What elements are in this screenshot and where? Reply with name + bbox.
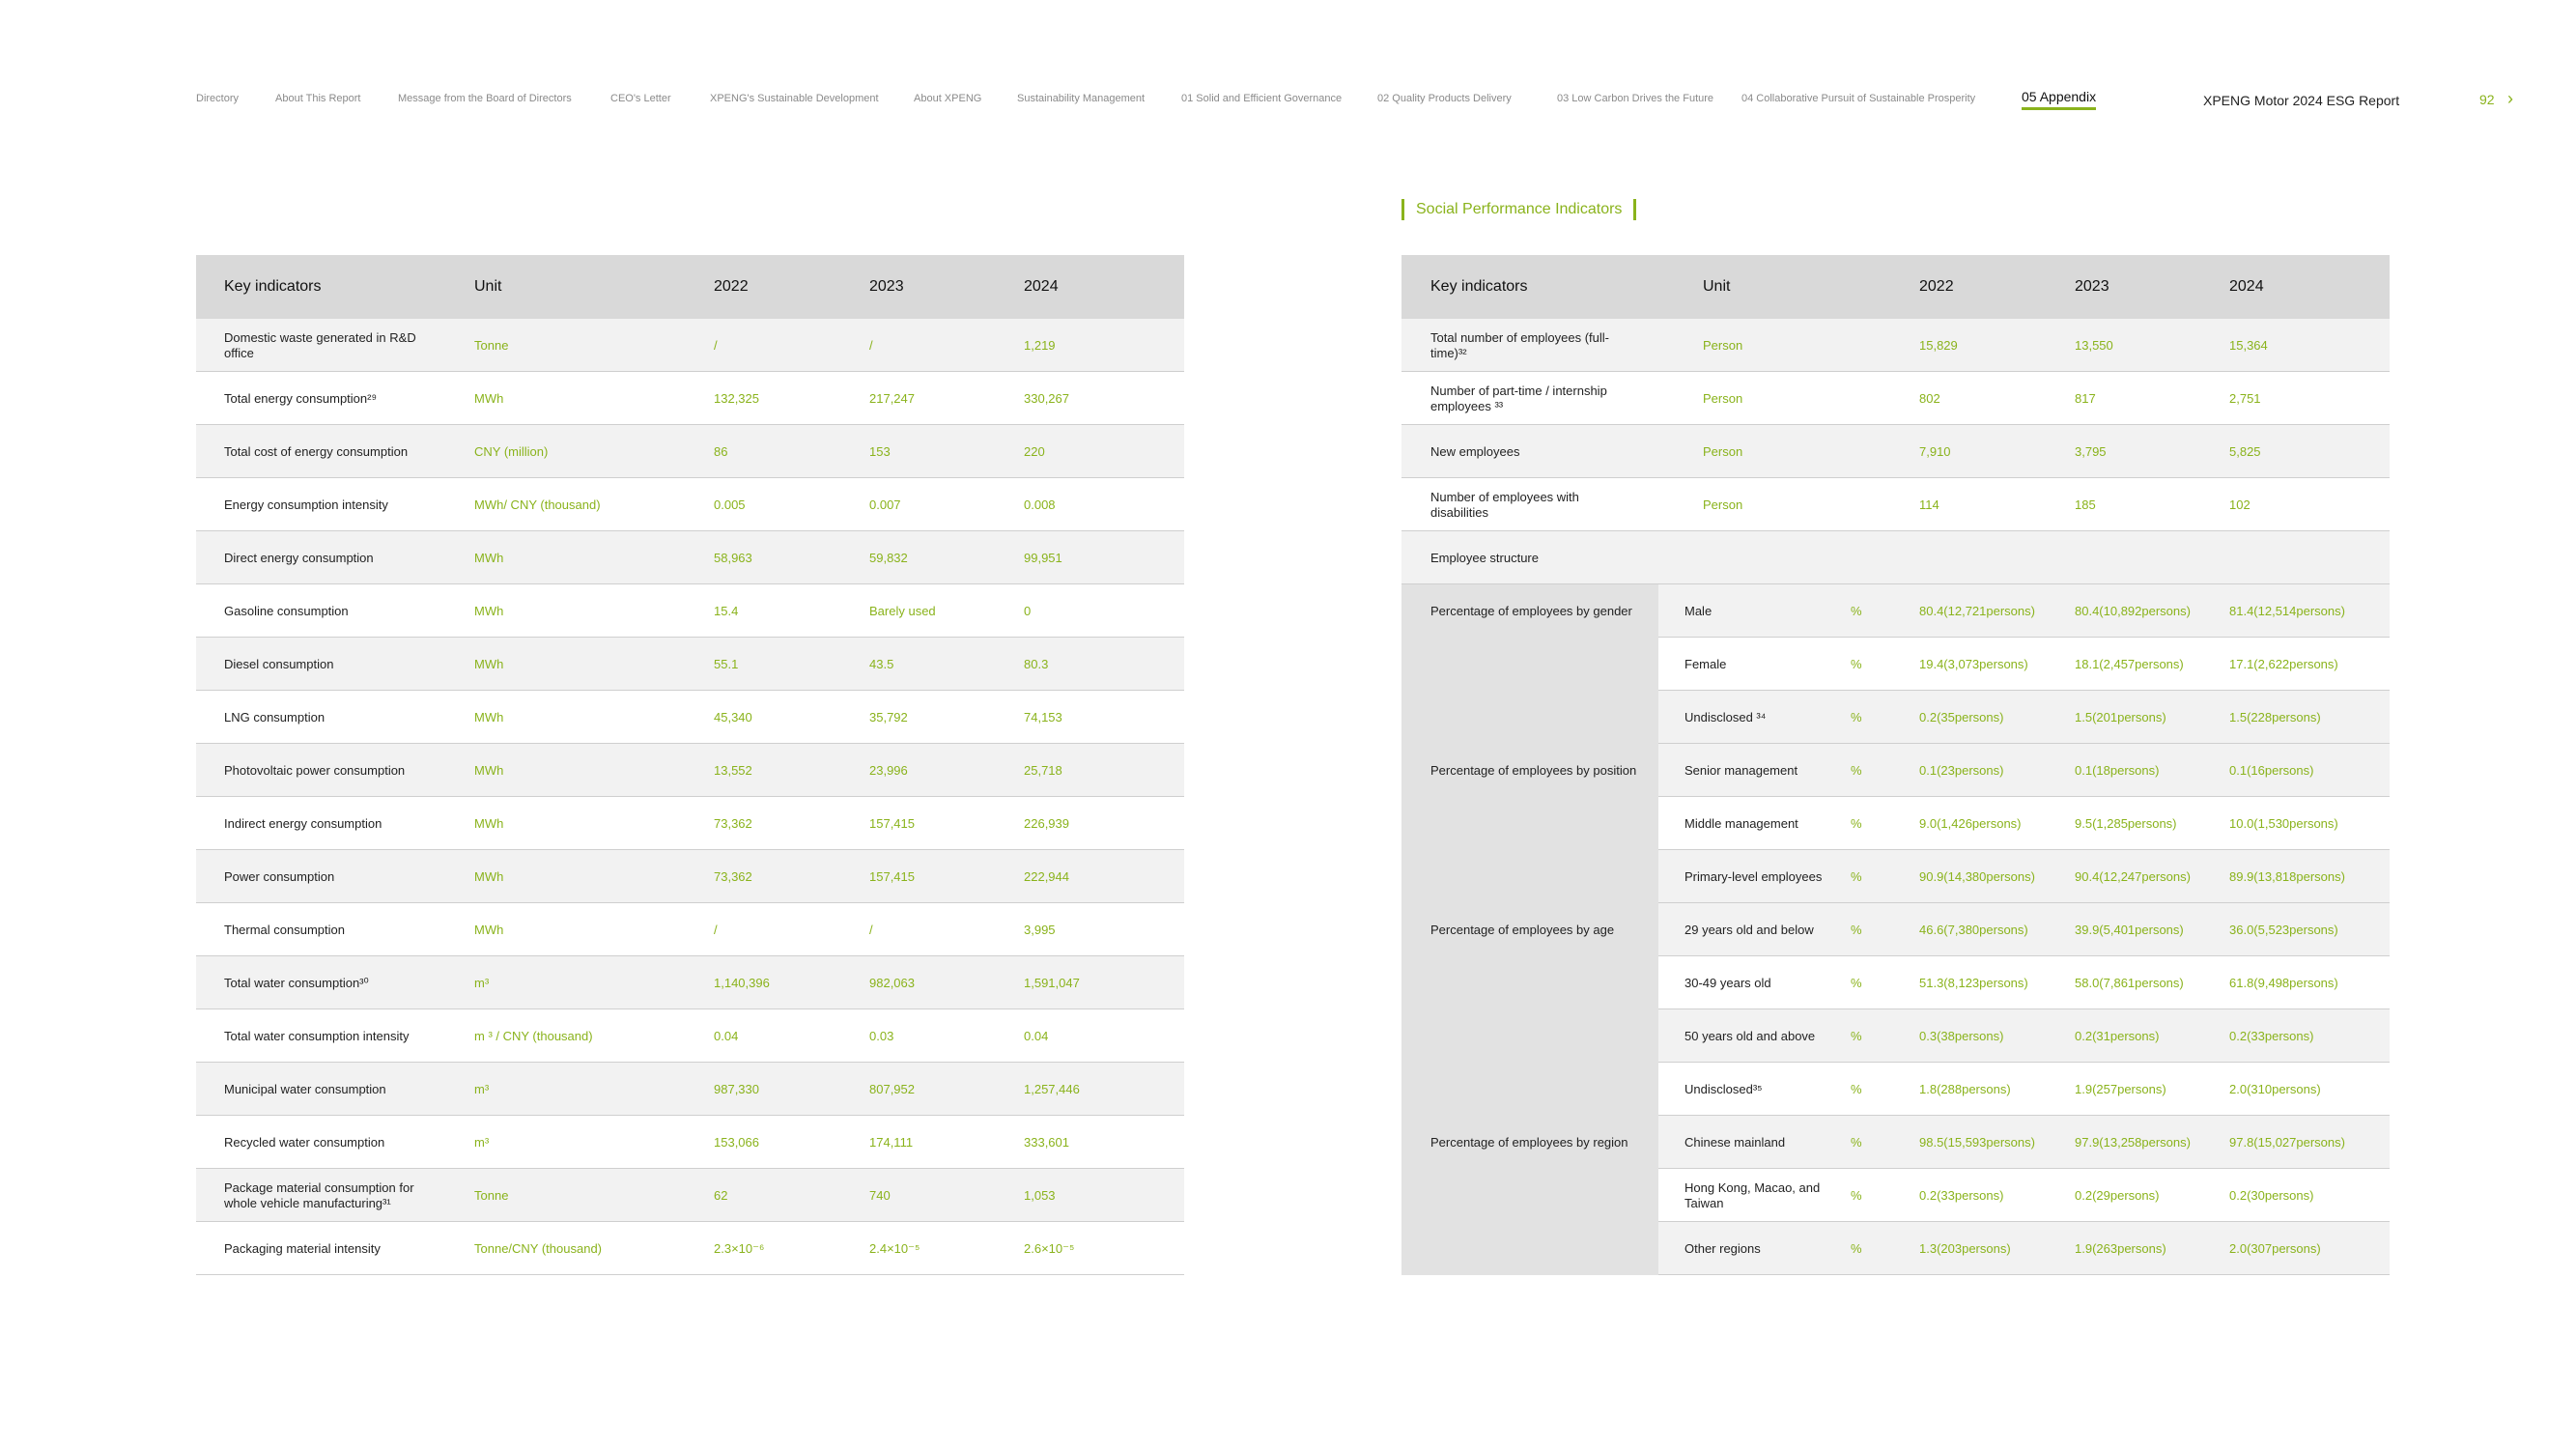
value-2022: 13,552 — [714, 762, 752, 778]
sub-indicator: 30-49 years old — [1684, 975, 1771, 990]
value-2024: 222,944 — [1024, 868, 1069, 884]
sub-indicator: Chinese mainland — [1684, 1134, 1786, 1150]
value-2022: 1.3(203persons) — [1919, 1240, 2011, 1256]
value-2022: 9.0(1,426persons) — [1919, 815, 2022, 831]
table-row — [196, 638, 1184, 691]
value-2023: 80.4(10,892persons) — [2075, 603, 2191, 618]
table-row — [196, 691, 1184, 744]
value-2023: 58.0(7,861persons) — [2075, 975, 2184, 990]
unit-value: % — [1851, 603, 1862, 618]
value-2023: Barely used — [869, 603, 936, 618]
section-title: Social Performance Indicators — [1401, 199, 1636, 220]
social-indicators-table — [1401, 255, 2390, 1275]
indicator-name: Indirect energy consumption — [224, 815, 382, 831]
nav-link-1[interactable]: About This Report — [275, 93, 361, 104]
group-label-cell — [1401, 744, 1658, 903]
value-2022: 153,066 — [714, 1134, 759, 1150]
unit-value: MWh — [474, 709, 504, 724]
sub-indicator: Middle management — [1684, 815, 1798, 831]
value-2024: 10.0(1,530persons) — [2229, 815, 2338, 831]
value-2022: 132,325 — [714, 390, 759, 406]
sub-indicator: Hong Kong, Macao, and Taiwan — [1684, 1179, 1821, 1210]
group-label-cell — [1401, 1116, 1658, 1275]
table-row — [196, 1169, 1184, 1222]
table-row — [196, 744, 1184, 797]
table-header — [196, 255, 1184, 319]
table-row — [1658, 584, 2390, 638]
sub-indicator: 29 years old and below — [1684, 922, 1814, 937]
table-row — [1658, 850, 2390, 903]
column-header: Unit — [474, 278, 502, 295]
value-2022: 1.8(288persons) — [1919, 1081, 2011, 1096]
group-label-cell — [1401, 903, 1658, 1116]
nav-link-7[interactable]: 01 Solid and Efficient Governance — [1181, 93, 1343, 104]
unit-value: % — [1851, 1187, 1862, 1203]
page-number: 92 — [2479, 92, 2495, 107]
value-2022: 45,340 — [714, 709, 752, 724]
value-2023: 1.9(257persons) — [2075, 1081, 2166, 1096]
sub-indicator: Other regions — [1684, 1240, 1761, 1256]
value-2024: 226,939 — [1024, 815, 1069, 831]
value-2023: 23,996 — [869, 762, 908, 778]
unit-value: % — [1851, 656, 1862, 671]
sub-indicator: 50 years old and above — [1684, 1028, 1816, 1043]
indicator-name: Gasoline consumption — [224, 603, 349, 618]
sub-indicator: Female — [1684, 656, 1727, 671]
table-row — [196, 956, 1184, 1009]
table-row — [1658, 797, 2390, 850]
table-row — [1658, 1169, 2390, 1222]
column-header: 2024 — [1024, 278, 1059, 295]
value-2023: 13,550 — [2075, 337, 2113, 353]
value-2023: 2.4×10⁻⁵ — [869, 1240, 920, 1256]
sub-indicator: Senior management — [1684, 762, 1798, 778]
group-label: Percentage of employees by region — [1430, 1134, 1628, 1150]
employee-structure-label: Employee structure — [1430, 550, 1539, 565]
indicator-name: Total energy consumption²⁹ — [224, 390, 378, 406]
value-2023: 1.9(263persons) — [2075, 1240, 2166, 1256]
unit-value: MWh — [474, 550, 504, 565]
value-2022: 0.3(38persons) — [1919, 1028, 2004, 1043]
column-header: Key indicators — [1430, 278, 1528, 295]
indicator-name: Domestic waste generated in R&D office — [224, 329, 416, 360]
unit-value: MWh — [474, 868, 504, 884]
group-label-cell — [1401, 584, 1658, 744]
unit-value: m³ — [474, 1134, 490, 1150]
unit-value: % — [1851, 762, 1862, 778]
value-2022: 1,140,396 — [714, 975, 770, 990]
nav-link-8[interactable]: 02 Quality Products Delivery — [1377, 93, 1512, 104]
value-2023: 217,247 — [869, 390, 915, 406]
unit-value: % — [1851, 1081, 1862, 1096]
table-header — [1401, 255, 2390, 319]
table-row — [1401, 319, 2390, 372]
value-2024: 1,053 — [1024, 1187, 1056, 1203]
unit-value: Person — [1703, 443, 1743, 459]
value-2023: 9.5(1,285persons) — [2075, 815, 2177, 831]
table-row — [1401, 425, 2390, 478]
value-2024: 89.9(13,818persons) — [2229, 868, 2345, 884]
unit-value: MWh — [474, 603, 504, 618]
value-2024: 0.04 — [1024, 1028, 1049, 1043]
indicator-name: Thermal consumption — [224, 922, 345, 937]
value-2024: 2,751 — [2229, 390, 2261, 406]
column-header: 2022 — [714, 278, 749, 295]
value-2024: 5,825 — [2229, 443, 2261, 459]
column-header: Unit — [1703, 278, 1731, 295]
table-row — [1658, 956, 2390, 1009]
unit-value: m³ — [474, 975, 490, 990]
value-2023: 0.1(18persons) — [2075, 762, 2160, 778]
value-2024: 2.0(307persons) — [2229, 1240, 2321, 1256]
value-2022: 2.3×10⁻⁶ — [714, 1240, 765, 1256]
value-2022: 51.3(8,123persons) — [1919, 975, 2028, 990]
value-2023: 740 — [869, 1187, 891, 1203]
column-header: 2022 — [1919, 278, 1954, 295]
table-row — [1401, 478, 2390, 531]
value-2024: 0.1(16persons) — [2229, 762, 2314, 778]
unit-value: Tonne/CNY (thousand) — [474, 1240, 603, 1256]
column-header: 2023 — [869, 278, 904, 295]
value-2022: 73,362 — [714, 815, 752, 831]
value-2022: 0.04 — [714, 1028, 739, 1043]
top-navigation — [196, 89, 2514, 112]
unit-value: Person — [1703, 337, 1743, 353]
value-2022: 7,910 — [1919, 443, 1951, 459]
nav-link-0[interactable]: Directory — [196, 93, 240, 104]
column-header: 2024 — [2229, 278, 2264, 295]
nav-link-2[interactable]: Message from the Board of Directors — [398, 93, 572, 104]
table-row — [196, 797, 1184, 850]
indicator-name: Packaging material intensity — [224, 1240, 381, 1256]
value-2024: 1,591,047 — [1024, 975, 1080, 990]
value-2024: 330,267 — [1024, 390, 1069, 406]
value-2024: 17.1(2,622persons) — [2229, 656, 2338, 671]
indicator-name: Number of employees with disabilities — [1430, 489, 1579, 520]
value-2023: 97.9(13,258persons) — [2075, 1134, 2191, 1150]
value-2022: 80.4(12,721persons) — [1919, 603, 2035, 618]
unit-value: MWh — [474, 815, 504, 831]
sub-indicator: Undisclosed ³⁴ — [1684, 709, 1767, 724]
table-row — [1658, 744, 2390, 797]
unit-value: MWh — [474, 922, 504, 937]
value-2022: 58,963 — [714, 550, 752, 565]
indicator-name: Energy consumption intensity — [224, 497, 388, 512]
table-row — [196, 1063, 1184, 1116]
group-label: Percentage of employees by age — [1430, 922, 1615, 937]
value-2024: 2.6×10⁻⁵ — [1024, 1240, 1075, 1256]
group-label: Percentage of employees by gender — [1430, 603, 1632, 618]
nav-link-9[interactable]: 03 Low Carbon Drives the Future — [1557, 93, 1714, 104]
unit-value: CNY (million) — [474, 443, 549, 459]
table-row — [196, 425, 1184, 478]
value-2022: 46.6(7,380persons) — [1919, 922, 2028, 937]
unit-value: Person — [1703, 497, 1743, 512]
indicator-name: Total water consumption³⁰ — [224, 975, 369, 990]
table-row — [196, 319, 1184, 372]
value-2022: 86 — [714, 443, 728, 459]
value-2024: 99,951 — [1024, 550, 1062, 565]
value-2022: 15.4 — [714, 603, 739, 618]
value-2023: 43.5 — [869, 656, 894, 671]
value-2023: 35,792 — [869, 709, 908, 724]
unit-value: Person — [1703, 390, 1743, 406]
value-2023: 174,111 — [869, 1134, 914, 1150]
indicator-name: Total water consumption intensity — [224, 1028, 410, 1043]
table-row — [196, 850, 1184, 903]
indicator-name: LNG consumption — [224, 709, 326, 724]
indicator-name: Total number of employees (full-time)³² — [1430, 329, 1609, 360]
value-2024: 333,601 — [1024, 1134, 1069, 1150]
value-2022: 62 — [714, 1187, 728, 1203]
nav-link-5[interactable]: About XPENG — [914, 93, 982, 104]
value-2022: 19.4(3,073persons) — [1919, 656, 2028, 671]
value-2024: 1.5(228persons) — [2229, 709, 2321, 724]
value-2024: 80.3 — [1024, 656, 1049, 671]
value-2022: 114 — [1919, 497, 1939, 512]
unit-value: MWh — [474, 656, 504, 671]
value-2024: 36.0(5,523persons) — [2229, 922, 2338, 937]
table-row — [196, 372, 1184, 425]
indicator-name: Diesel consumption — [224, 656, 334, 671]
value-2023: 0.03 — [869, 1028, 894, 1043]
value-2024: 15,364 — [2229, 337, 2268, 353]
value-2023: 59,832 — [869, 550, 908, 565]
indicator-name: New employees — [1430, 443, 1520, 459]
table-row — [196, 531, 1184, 584]
unit-value: % — [1851, 868, 1862, 884]
indicator-name: Direct energy consumption — [224, 550, 374, 565]
indicator-name: Package material consumption for whole vehicle manufacturing³¹ — [224, 1179, 414, 1210]
value-2023: 157,415 — [869, 868, 915, 884]
value-2024: 0.008 — [1024, 497, 1056, 512]
value-2024: 0 — [1024, 603, 1032, 618]
table-row — [196, 584, 1184, 638]
value-2023: 90.4(12,247persons) — [2075, 868, 2191, 884]
value-2022: 0.2(33persons) — [1919, 1187, 2004, 1203]
table-row — [1658, 1222, 2390, 1275]
table-row — [1658, 1063, 2390, 1116]
value-2024: 3,995 — [1024, 922, 1056, 937]
table-row — [196, 1116, 1184, 1169]
unit-value: Tonne — [474, 337, 509, 353]
value-2022: 0.1(23persons) — [1919, 762, 2004, 778]
unit-value: m ³ / CNY (thousand) — [474, 1028, 593, 1043]
table-row — [1658, 1009, 2390, 1063]
unit-value: % — [1851, 815, 1862, 831]
value-2023: 982,063 — [869, 975, 915, 990]
indicator-name: Total cost of energy consumption — [224, 443, 409, 459]
value-2024: 97.8(15,027persons) — [2229, 1134, 2345, 1150]
value-2022: 987,330 — [714, 1081, 759, 1096]
value-2023: 3,795 — [2075, 443, 2107, 459]
column-header: Key indicators — [224, 278, 322, 295]
value-2022: / — [714, 922, 718, 937]
sub-indicator: Male — [1684, 603, 1713, 618]
value-2023: 0.2(29persons) — [2075, 1187, 2160, 1203]
value-2024: 2.0(310persons) — [2229, 1081, 2321, 1096]
value-2023: 157,415 — [869, 815, 915, 831]
unit-value: Tonne — [474, 1187, 509, 1203]
unit-value: MWh — [474, 762, 504, 778]
value-2024: 1,219 — [1024, 337, 1056, 353]
nav-link-11[interactable]: 05 Appendix — [2022, 89, 2096, 110]
environmental-indicators-table — [196, 255, 1184, 1275]
indicator-name: Recycled water consumption — [224, 1134, 385, 1150]
value-2023: 807,952 — [869, 1081, 915, 1096]
value-2024: 0.2(33persons) — [2229, 1028, 2314, 1043]
value-2024: 61.8(9,498persons) — [2229, 975, 2338, 990]
nav-link-6[interactable]: Sustainability Management — [1017, 93, 1146, 104]
nav-link-10[interactable]: 04 Collaborative Pursuit of Sustainable Prosperity — [1741, 93, 1976, 104]
value-2024: 102 — [2229, 497, 2250, 512]
value-2022: 98.5(15,593persons) — [1919, 1134, 2035, 1150]
value-2024: 220 — [1024, 443, 1045, 459]
value-2024: 25,718 — [1024, 762, 1062, 778]
value-2023: / — [869, 922, 873, 937]
value-2022: 55.1 — [714, 656, 739, 671]
sub-indicator: Primary-level employees — [1684, 868, 1823, 884]
unit-value: % — [1851, 1240, 1862, 1256]
indicator-name: Photovoltaic power consumption — [224, 762, 406, 778]
sub-indicator: Undisclosed³⁵ — [1684, 1081, 1763, 1096]
table-row — [196, 1009, 1184, 1063]
value-2023: 18.1(2,457persons) — [2075, 656, 2184, 671]
table-row — [196, 1222, 1184, 1275]
value-2023: 817 — [2075, 390, 2096, 406]
table-row — [196, 478, 1184, 531]
unit-value: % — [1851, 1134, 1862, 1150]
unit-value: % — [1851, 922, 1862, 937]
unit-value: MWh/ CNY (thousand) — [474, 497, 601, 512]
table-row — [1658, 691, 2390, 744]
unit-value: % — [1851, 709, 1862, 724]
unit-value: % — [1851, 975, 1862, 990]
value-2023: 1.5(201persons) — [2075, 709, 2166, 724]
table-row — [1658, 1116, 2390, 1169]
value-2022: 0.005 — [714, 497, 746, 512]
value-2024: 1,257,446 — [1024, 1081, 1080, 1096]
indicator-name: Municipal water consumption — [224, 1081, 386, 1096]
chevron-right-icon[interactable]: › — [2507, 89, 2513, 108]
value-2023: 153 — [869, 443, 891, 459]
value-2024: 74,153 — [1024, 709, 1062, 724]
indicator-name: Number of part-time / internship employees ³³ — [1430, 383, 1607, 413]
value-2023: 185 — [2075, 497, 2096, 512]
unit-value: m³ — [474, 1081, 490, 1096]
indicator-name: Power consumption — [224, 868, 335, 884]
employee-structure-row — [1401, 531, 2390, 584]
value-2022: 15,829 — [1919, 337, 1958, 353]
value-2023: 39.9(5,401persons) — [2075, 922, 2184, 937]
column-header: 2023 — [2075, 278, 2109, 295]
value-2024: 81.4(12,514persons) — [2229, 603, 2345, 618]
report-title: XPENG Motor 2024 ESG Report — [2203, 93, 2400, 108]
value-2022: 802 — [1919, 390, 1940, 406]
nav-link-3[interactable]: CEO's Letter — [610, 93, 671, 104]
table-row — [1658, 638, 2390, 691]
value-2024: 0.2(30persons) — [2229, 1187, 2314, 1203]
value-2023: / — [869, 337, 873, 353]
value-2022: / — [714, 337, 718, 353]
table-row — [1401, 372, 2390, 425]
unit-value: % — [1851, 1028, 1862, 1043]
value-2023: 0.007 — [869, 497, 901, 512]
group-label: Percentage of employees by position — [1430, 762, 1637, 778]
nav-link-4[interactable]: XPENG's Sustainable Development — [710, 93, 879, 104]
value-2022: 73,362 — [714, 868, 752, 884]
value-2023: 0.2(31persons) — [2075, 1028, 2160, 1043]
unit-value: MWh — [474, 390, 504, 406]
value-2022: 0.2(35persons) — [1919, 709, 2004, 724]
table-row — [1658, 903, 2390, 956]
value-2022: 90.9(14,380persons) — [1919, 868, 2035, 884]
table-row — [196, 903, 1184, 956]
